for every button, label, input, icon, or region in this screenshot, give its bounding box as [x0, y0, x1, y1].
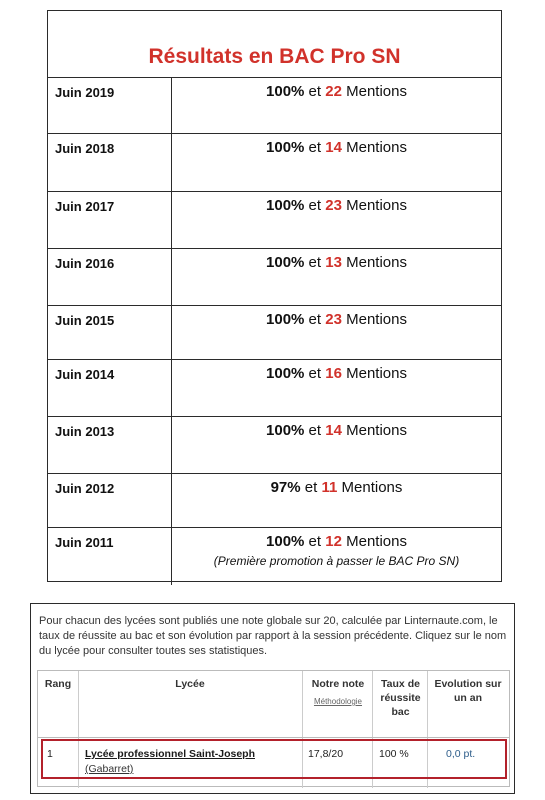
result-year: Juin 2019: [48, 78, 172, 133]
success-rate: 97%: [270, 479, 301, 496]
mentions-label: Mentions: [341, 254, 407, 271]
mentions-label: Mentions: [341, 533, 407, 550]
results-title: Résultats en BAC Pro SN: [48, 11, 501, 78]
mentions-label: Mentions: [341, 139, 407, 156]
result-year: Juin 2017: [48, 192, 172, 248]
mentions-label: Mentions: [341, 311, 407, 328]
result-value: [172, 134, 501, 191]
school-city-link[interactable]: (Gabarret): [85, 763, 134, 775]
result-row: [48, 417, 501, 474]
success-rate: 100%: [266, 533, 305, 550]
result-year: Juin 2013: [48, 417, 172, 473]
mentions-label: Mentions: [341, 422, 407, 439]
result-year: Juin 2012: [48, 474, 172, 527]
result-row: [48, 360, 501, 417]
mentions-count: 16: [325, 365, 342, 382]
result-year: Juin 2018: [48, 134, 172, 191]
mentions-count: 12: [325, 533, 342, 550]
mentions-label: Mentions: [341, 197, 407, 214]
connector-text: et: [300, 479, 322, 496]
results-table: [47, 10, 502, 582]
result-row: [48, 134, 501, 192]
row-rang: 1: [47, 748, 53, 760]
row-taux: 100 %: [379, 748, 409, 760]
mentions-count: 14: [325, 422, 342, 439]
row-note: 17,8/20: [308, 748, 344, 760]
result-row: [48, 306, 501, 360]
mentions-label: Mentions: [341, 365, 407, 382]
result-value: [172, 360, 501, 416]
connector-text: et: [304, 533, 326, 550]
result-row: [48, 78, 501, 134]
header-divider: [38, 737, 509, 738]
result-value: [172, 249, 501, 305]
row-evolution: 0,0 pt.: [446, 748, 476, 760]
mentions-count: 23: [325, 311, 342, 328]
result-value: [172, 417, 501, 473]
result-row: [48, 192, 501, 249]
header-note-label: Notre note: [311, 678, 365, 690]
mentions-count: 11: [321, 479, 338, 496]
connector-text: et: [304, 139, 326, 156]
results-rows: [48, 78, 501, 585]
clipping-intro: Pour chacun des lycées sont publiés une note globale sur 20, calculée par Linternaute.com, le taux de réussite au bac et son évolution par rapport à la session précédente. Cliquez sur le nom du lycée pour consulter toutes ses statistiques.: [39, 615, 507, 657]
success-rate: 100%: [266, 311, 305, 328]
mentions-label: Mentions: [337, 479, 403, 496]
result-year: Juin 2014: [48, 360, 172, 416]
mentions-count: 23: [325, 197, 342, 214]
result-year: Juin 2016: [48, 249, 172, 305]
success-rate: 100%: [266, 422, 305, 439]
result-year: Juin 2011: [48, 528, 172, 585]
success-rate: 100%: [266, 365, 305, 382]
result-row: [48, 249, 501, 306]
result-value: [172, 474, 501, 527]
result-value: [172, 192, 501, 248]
header-note: [303, 677, 373, 709]
success-rate: 100%: [266, 254, 305, 271]
result-value: [172, 78, 501, 133]
connector-text: et: [304, 83, 326, 100]
header-lycee: Lycée: [175, 678, 205, 690]
result-row: [48, 474, 501, 528]
header-evolution: Evolution sur un an: [434, 678, 502, 704]
mentions-count: 14: [325, 139, 342, 156]
connector-text: et: [304, 197, 326, 214]
result-row: [48, 528, 501, 585]
school-name-link[interactable]: Lycée professionnel Saint-Joseph: [85, 748, 255, 760]
result-value: [172, 306, 501, 359]
result-value: [172, 528, 501, 585]
connector-text: et: [304, 422, 326, 439]
connector-text: et: [304, 254, 326, 271]
success-rate: 100%: [266, 197, 305, 214]
mentions-count: 22: [325, 83, 342, 100]
connector-text: et: [304, 365, 326, 382]
success-rate: 100%: [266, 83, 305, 100]
header-rang: Rang: [44, 678, 72, 690]
mentions-label: Mentions: [341, 83, 407, 100]
connector-text: et: [304, 311, 326, 328]
success-rate: 100%: [266, 139, 305, 156]
ranking-clipping: [30, 603, 515, 794]
result-year: Juin 2015: [48, 306, 172, 359]
mentions-count: 13: [325, 254, 342, 271]
methodology-link[interactable]: Méthodologie: [313, 697, 363, 706]
header-taux: Taux de réussite bac: [380, 678, 421, 718]
result-note: (Première promotion à passer le BAC Pro SN): [213, 554, 460, 568]
ranking-table: [37, 670, 510, 787]
